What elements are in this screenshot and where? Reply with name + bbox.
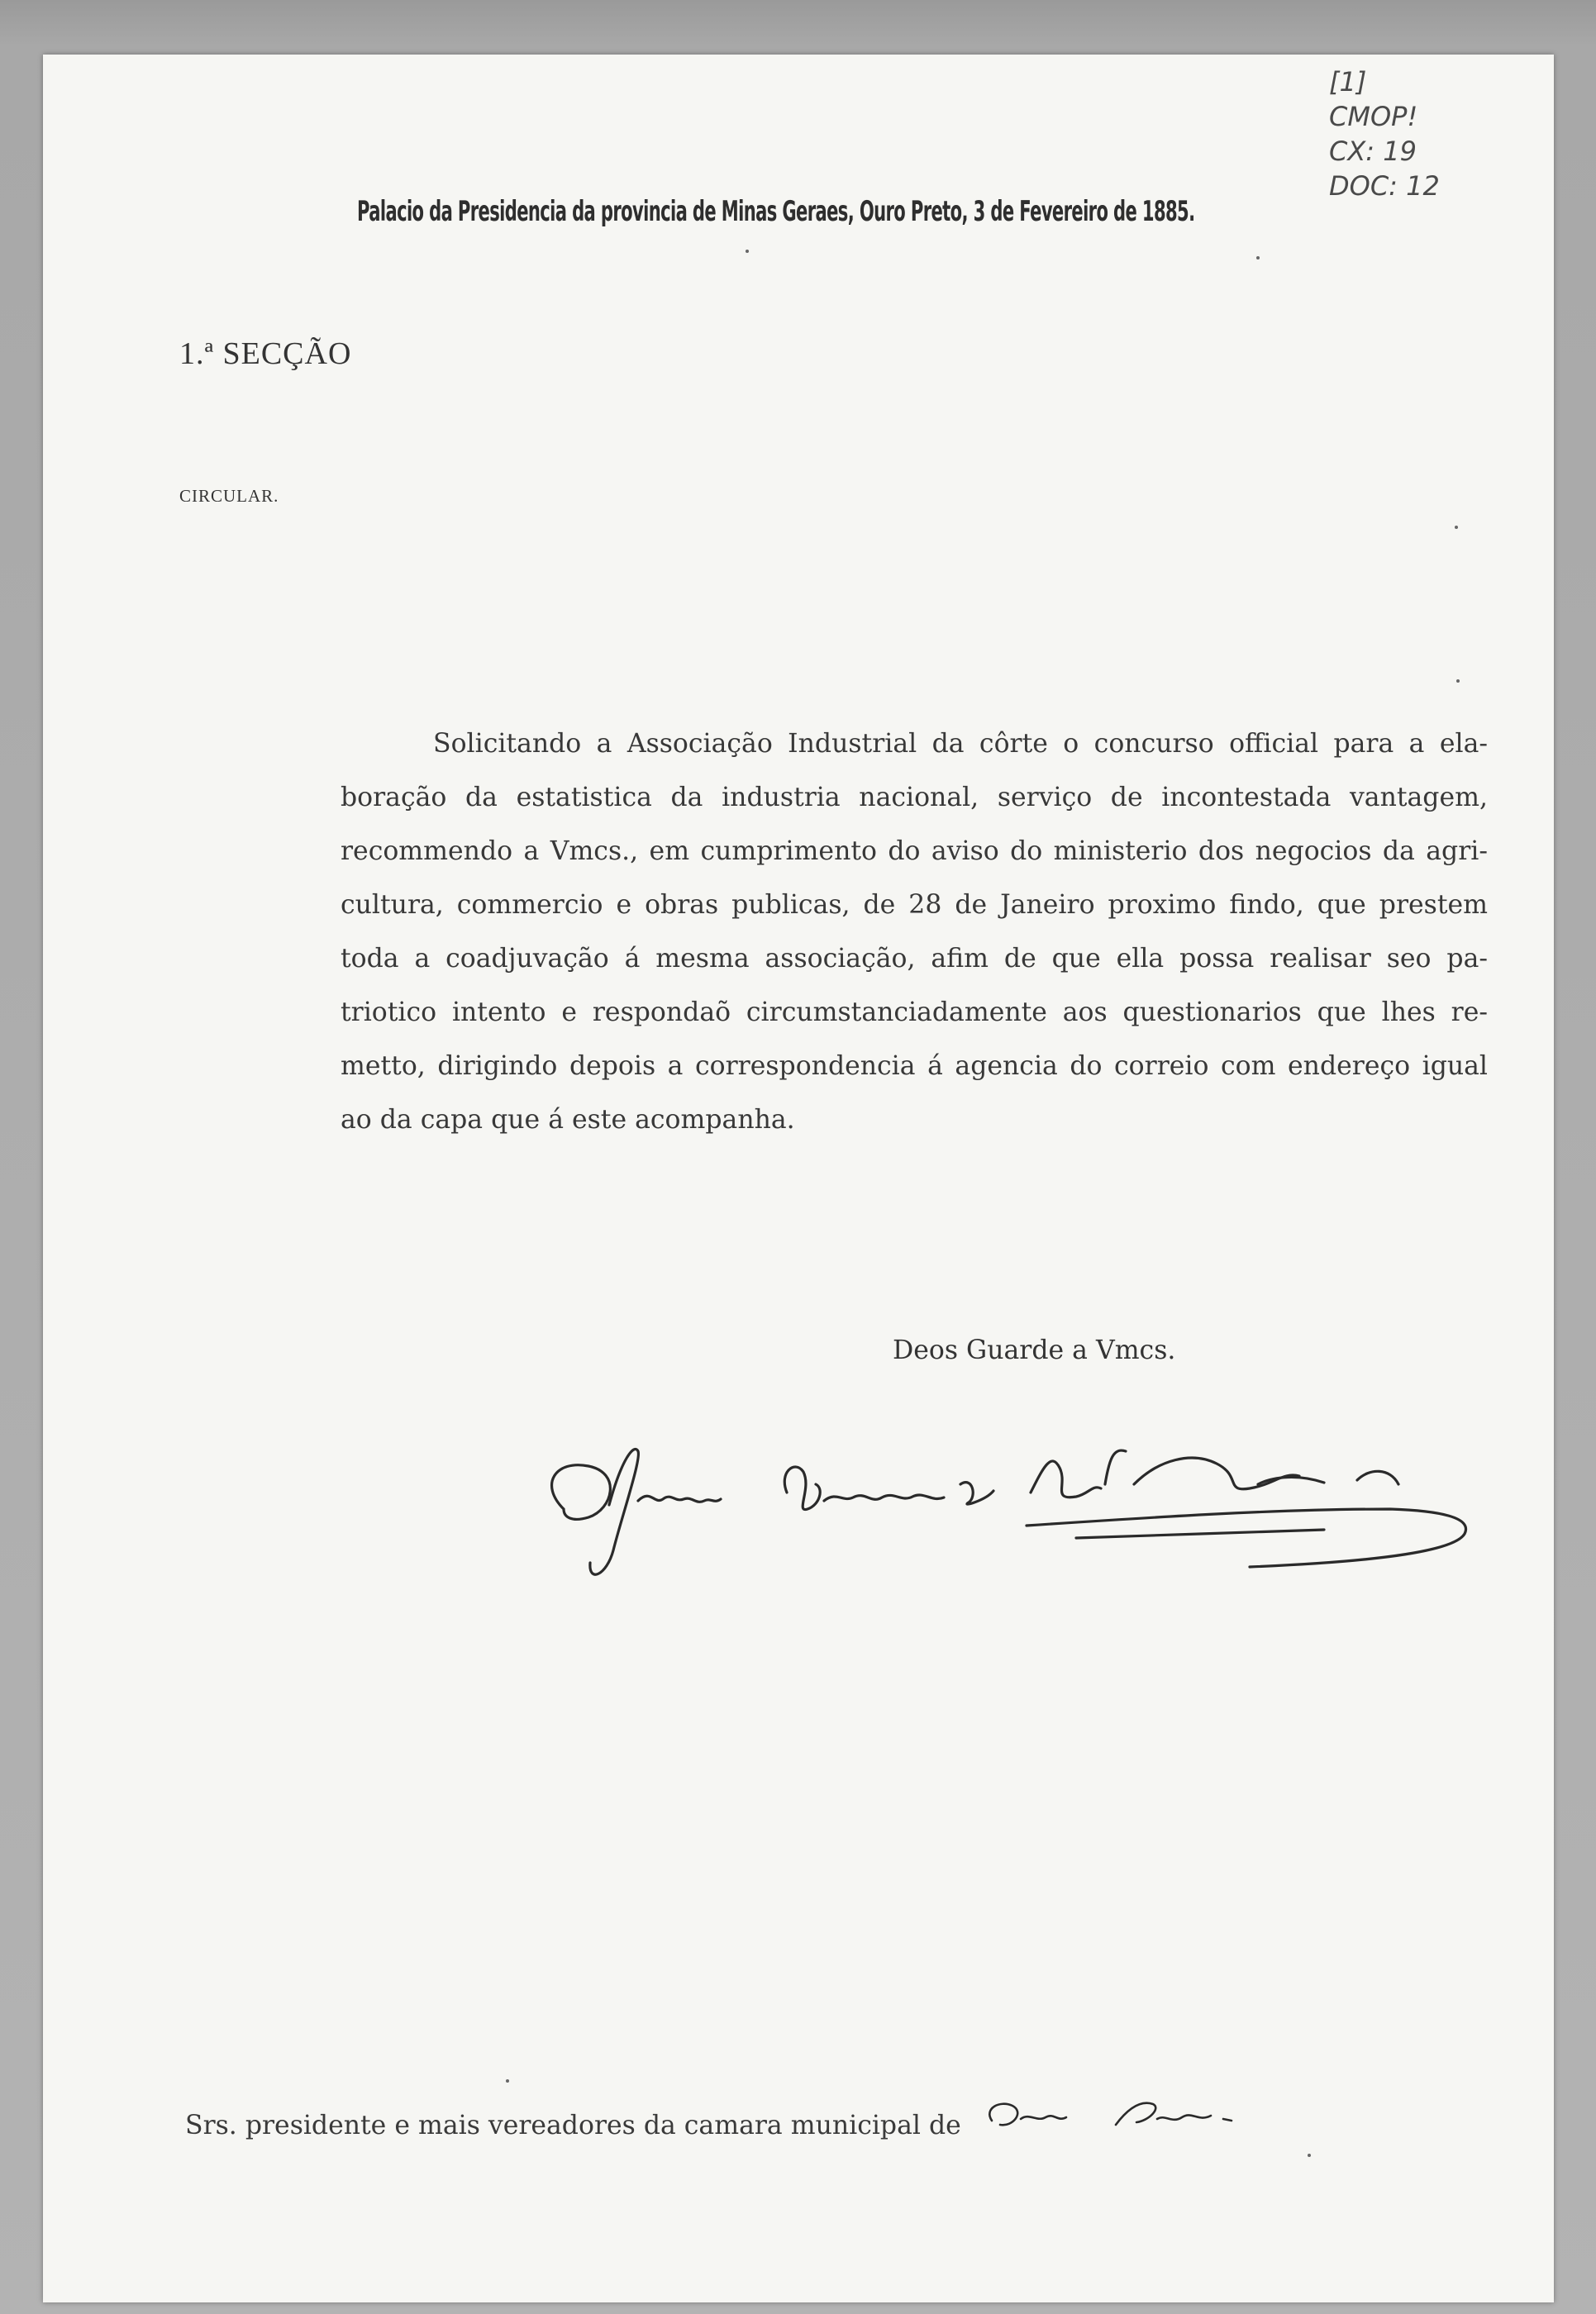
archive-reference-note bbox=[1329, 64, 1440, 203]
paper-speck bbox=[1455, 526, 1458, 529]
archive-note-line: [1] bbox=[1329, 66, 1367, 98]
body-line: Solicitando a Associação Industrial da côrte o concurso official para a ela- bbox=[433, 729, 1488, 759]
paper-speck bbox=[746, 250, 749, 253]
section-title: 1.ª SECÇÃO bbox=[179, 336, 352, 371]
paper-speck bbox=[1308, 2154, 1311, 2157]
body-line: recommendo a Vmcs., em cumprimento do aviso do ministerio dos negocios da agri- bbox=[341, 836, 1488, 866]
document-page bbox=[43, 55, 1554, 2302]
body-line: triotico intento e respondaõ circumstanciadamente aos questionarios que lhes re- bbox=[341, 997, 1488, 1027]
letter-body bbox=[341, 717, 1488, 1147]
body-line: boração da estatistica da industria nacional, serviço de incontestada vantagem, bbox=[341, 783, 1488, 812]
paper-speck bbox=[506, 2079, 509, 2083]
archive-note-line: DOC: 12 bbox=[1329, 170, 1440, 202]
body-line: toda a coadjuvação á mesma associação, afim de que ella possa realisar seo pa- bbox=[341, 944, 1488, 974]
paper-speck bbox=[1256, 256, 1260, 259]
handwritten-signature bbox=[531, 1393, 1596, 1592]
archive-note-line: CMOP! bbox=[1329, 101, 1418, 132]
addressee-line: Srs. presidente e mais vereadores da camara municipal de bbox=[185, 2111, 961, 2140]
archive-note-line: CX: 19 bbox=[1329, 136, 1417, 167]
place-date-header: Palacio da Presidencia da provincia de Minas Geraes, Ouro Preto, 3 de Fevereiro de 1885. bbox=[357, 195, 1195, 228]
document-type-label: CIRCULAR. bbox=[179, 486, 279, 506]
body-line: ao da capa que á este acompanha. bbox=[341, 1105, 795, 1135]
paper-speck bbox=[1456, 679, 1460, 683]
handwritten-city-name bbox=[975, 2088, 1389, 2145]
body-line: metto, dirigindo depois a correspondencia á agencia do correio com endereço igual bbox=[341, 1051, 1488, 1081]
body-line: cultura, commercio e obras publicas, de 28 de Janeiro proximo findo, que prestem bbox=[341, 890, 1488, 920]
closing-salutation: Deos Guarde a Vmcs. bbox=[893, 1336, 1176, 1365]
